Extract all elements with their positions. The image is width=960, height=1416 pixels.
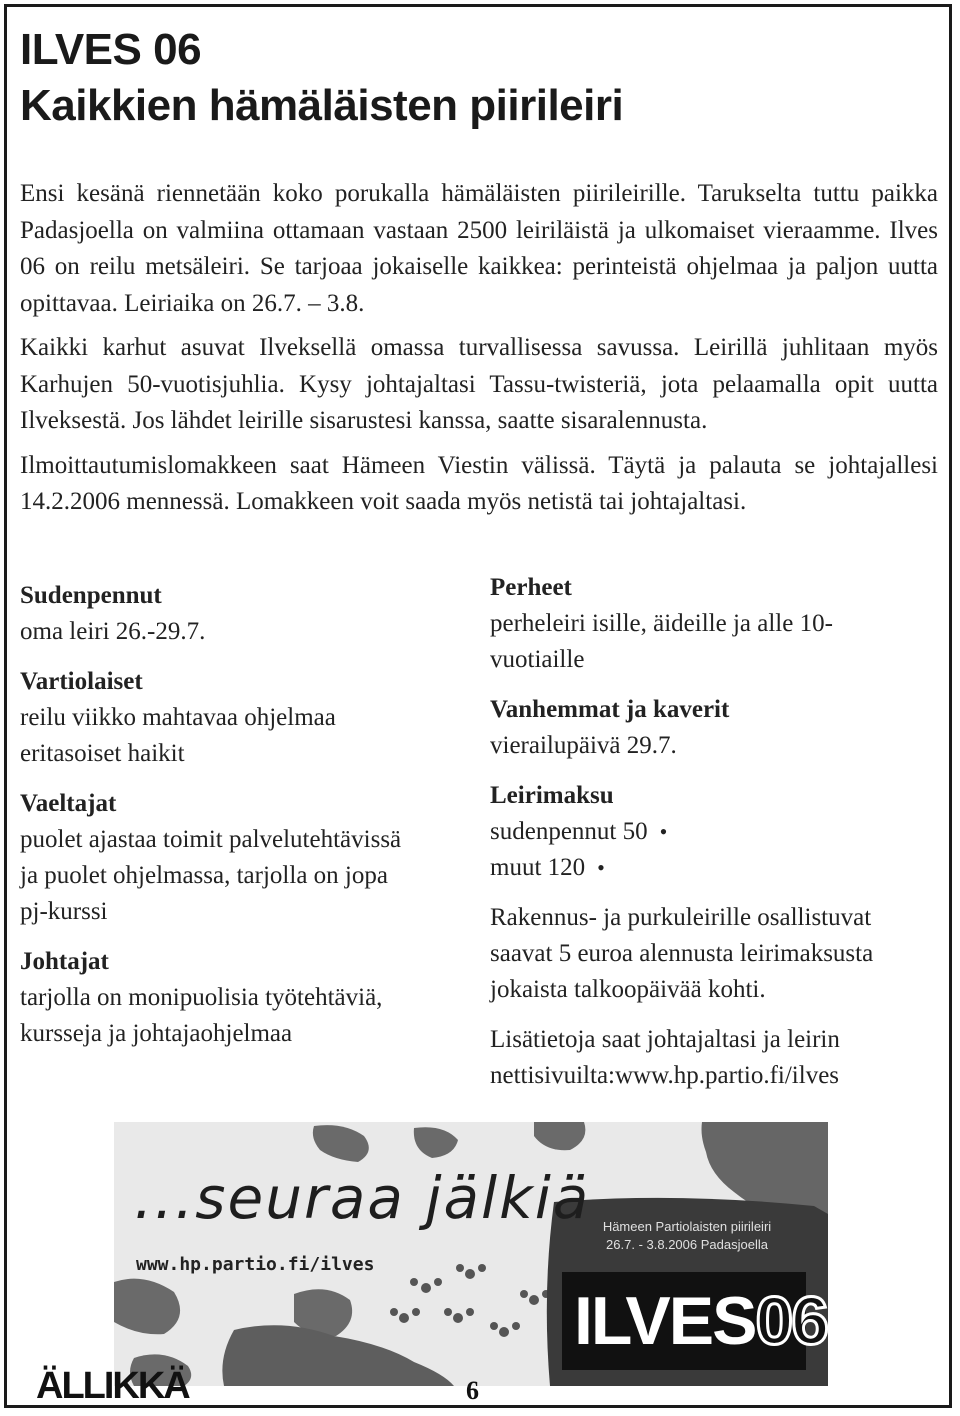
paw-print xyxy=(465,1269,475,1279)
intro-text xyxy=(20,176,938,529)
intro-paragraph-1: Ensi kesänä riennetään koko porukalla hämäläisten piirileirille. Tarukselta tuttu paikka Padasjoella on valmiina ottamaan vastaan 2500 leiriläistä ja ulkomaiset vieraamme. Ilves 06 on reilu metsäleiri. Se tarjoaa jokaiselle kaikkea: perinteistä ohjelmaa ja paljon uutta opittavaa. Leiriaika on 26.7. – 3.8. xyxy=(20,180,938,317)
paw-print xyxy=(529,1295,539,1305)
paw-print xyxy=(444,1308,452,1316)
section-line: kursseja ja johtajaohjelmaa xyxy=(20,1020,293,1047)
page-title xyxy=(20,22,623,134)
section-line: ja puolet ohjelmassa, tarjolla on jopa xyxy=(20,862,388,889)
paw-print xyxy=(399,1313,409,1323)
section-vartiolaiset xyxy=(20,664,470,772)
paw-print xyxy=(512,1322,520,1330)
right-column-info xyxy=(490,570,936,1108)
section-line: puolet ajastaa toimit palvelutehtävissä xyxy=(20,826,402,853)
section-line: perheleiri isille, äideille ja alle 10- xyxy=(490,610,833,637)
section-line: pj-kurssi xyxy=(20,898,108,925)
logo-number: 06 xyxy=(755,1283,828,1359)
section-title: Perheet xyxy=(490,574,572,601)
paw-print xyxy=(453,1313,463,1323)
paw-print xyxy=(421,1283,431,1293)
fee-text: muut 120 xyxy=(490,854,586,881)
section-title: Sudenpennut xyxy=(20,582,162,609)
currency-symbol: • xyxy=(659,819,668,844)
left-column-age-groups xyxy=(20,578,470,1066)
logo-main: ILVES xyxy=(574,1283,756,1359)
paw-print xyxy=(412,1308,420,1316)
camp-banner-image xyxy=(114,1122,828,1386)
section-title: Vaeltajat xyxy=(20,790,117,817)
paw-print xyxy=(434,1278,442,1286)
paw-print xyxy=(466,1308,474,1316)
map-island-shape xyxy=(114,1279,180,1335)
title-line-2: Kaikkien hämäläisten piirileiri xyxy=(20,81,624,130)
section-line: eritasoiset haikit xyxy=(20,740,185,767)
paw-print xyxy=(490,1322,498,1330)
section-sudenpennut xyxy=(20,578,470,650)
ilves06-logo xyxy=(574,1278,828,1364)
section-vanhemmat xyxy=(490,692,936,764)
paw-print xyxy=(520,1290,528,1298)
currency-symbol: • xyxy=(597,855,605,880)
section-line: reilu viikko mahtavaa ohjelmaa xyxy=(20,704,336,731)
section-line: tarjolla on monipuolisia työtehtäviä, xyxy=(20,984,383,1011)
intro-paragraph-3: Ilmoittautumislomakkeen saat Hämeen Viestin välissä. Täytä ja palauta se johtajallesi 14.2.2006 mennessä. Lomakkeen voit saada myös netistä tai johtajaltasi. xyxy=(20,451,938,515)
discount-paragraph: Rakennus- ja purkuleirille osallistuvat saavat 5 euroa alennusta leirimaksusta jokaista talkoopäivää kohti. xyxy=(490,904,874,1003)
paw-print xyxy=(390,1308,398,1316)
section-title: Leirimaksu xyxy=(490,782,614,809)
camp-dates: 26.7. - 3.8.2006 Padasjoella xyxy=(606,1237,768,1252)
camp-name: Hämeen Partiolaisten piirileiri xyxy=(602,1219,772,1234)
map-island-shape xyxy=(414,1127,458,1158)
section-leirimaksu xyxy=(490,778,936,886)
paw-print xyxy=(478,1264,486,1272)
section-title: Johtajat xyxy=(20,948,109,975)
page-number: 6 xyxy=(466,1376,479,1405)
map-island-shape xyxy=(534,1122,585,1150)
paw-print xyxy=(499,1327,509,1337)
section-vaeltajat xyxy=(20,786,470,930)
section-line: vuotiaille xyxy=(490,646,585,673)
section-perheet xyxy=(490,570,936,678)
fee-line-sudenpennut xyxy=(490,814,936,850)
title-line-1: ILVES 06 xyxy=(20,25,202,74)
paw-print xyxy=(456,1264,464,1272)
section-johtajat xyxy=(20,944,470,1052)
banner-camp-info xyxy=(562,1218,812,1254)
section-title: Vanhemmat ja kaverit xyxy=(490,696,730,723)
section-line: vierailupäivä 29.7. xyxy=(490,732,677,759)
section-line: oma leiri 26.-29.7. xyxy=(20,618,206,645)
more-info-paragraph: Lisätietoja saat johtajaltasi ja leirin nettisivuilta:www.hp.partio.fi/ilves xyxy=(490,1026,840,1089)
map-island-shape xyxy=(313,1125,369,1162)
fee-line-muut xyxy=(490,850,936,886)
banner-url: www.hp.partio.fi/ilves xyxy=(136,1254,375,1275)
section-title: Vartiolaiset xyxy=(20,668,143,695)
intro-paragraph-2: Kaikki karhut asuvat Ilveksellä omassa turvallisessa savussa. Leirillä juhlitaan myös Karhujen 50-vuotisjuhlia. Kysy johtajaltasi Tassu-twisteriä, jota pelaamalla opit uutta Ilveksestä. Jos lähdet leirille sisarustesi kanssa, saatte sisaralennusta. xyxy=(20,334,938,434)
publisher-logo: ÄLLIKKÄ xyxy=(36,1365,189,1407)
paw-print xyxy=(410,1278,418,1286)
paw-prints xyxy=(390,1264,550,1337)
fee-text: sudenpennut 50 xyxy=(490,818,648,845)
banner-slogan: ...seuraa jälkiä xyxy=(134,1164,591,1232)
